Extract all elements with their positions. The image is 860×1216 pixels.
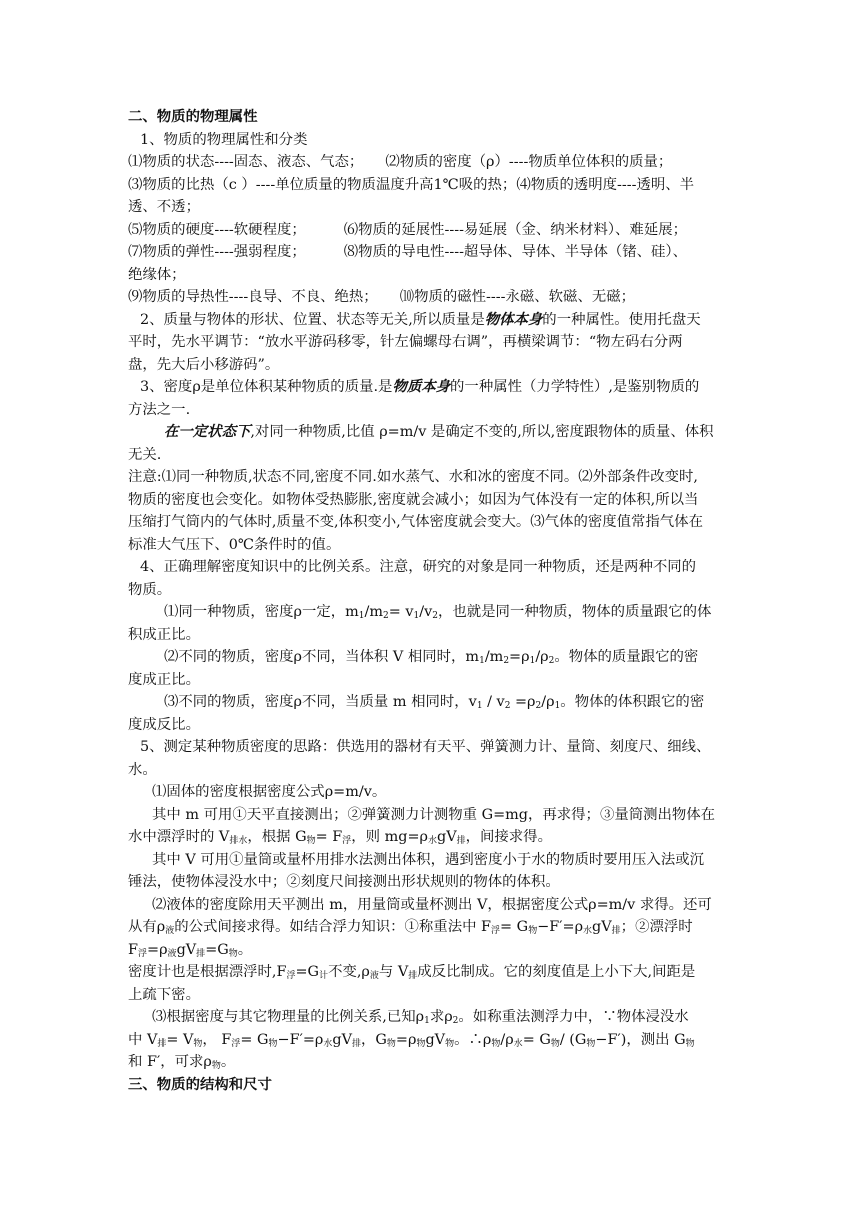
subscript: 水	[513, 1038, 523, 1049]
property-line-5	[128, 286, 732, 309]
subscript: 浮	[231, 1038, 241, 1049]
subscript: 物	[306, 836, 316, 846]
subscript: 1	[529, 656, 536, 666]
text-run: 求ρ	[429, 1009, 453, 1025]
subscript: 2	[383, 611, 389, 621]
liquid-density-line-3	[128, 939, 732, 962]
subscript: 浮	[342, 836, 352, 846]
paragraph-5-line-2: 水。	[128, 761, 157, 778]
section-heading-2: 二、物质的物理属性	[128, 108, 258, 125]
ratio-line-1	[128, 601, 732, 624]
text-run: ；②漂浮时	[620, 919, 693, 935]
text-run: 密度计也是根据漂浮时,F	[128, 964, 287, 980]
subheading-1: 1、物质的物理属性和分类	[140, 131, 308, 148]
subscript: 2	[504, 701, 511, 711]
subscript: 水	[427, 836, 437, 846]
text-run: 物体本身	[484, 310, 543, 328]
subscript: 物	[228, 948, 238, 959]
text-run: / (G	[559, 1031, 587, 1048]
text-run: 与 V	[378, 964, 409, 980]
text-run: ⑺物质的弹性----强弱程度；	[128, 244, 306, 260]
solid-density-line: ⑴固体的密度根据密度公式ρ=m/v。	[152, 784, 387, 800]
text-run: ，则 mg=ρ	[351, 829, 428, 845]
text-run: −F′=ρ	[277, 1031, 324, 1048]
text-run: 和 F′，可求ρ	[128, 1054, 212, 1070]
text-run: ，间接求得。	[465, 829, 552, 845]
text-run: ,对同一种物质,比值 ρ=m/v 是确定不变的,所以,密度跟物体的质量、体积	[250, 424, 714, 440]
subscript: 1	[424, 1016, 430, 1026]
text-run: = G	[522, 1031, 551, 1048]
text-run: ⑵物质的密度（ρ）----物质单位体积的质量；	[385, 154, 673, 170]
text-run: /ρ	[500, 1031, 514, 1048]
ratio-line-3-cont: 度成反比。	[128, 716, 200, 733]
text-run: 。如称重法测浮力中，∵物体浸没水	[458, 1009, 689, 1025]
text-run: =G	[205, 941, 229, 958]
subscript: 2	[452, 1016, 459, 1026]
ratio-line-1-cont: 积成正比。	[128, 626, 200, 643]
subscript: 水	[583, 926, 593, 936]
subscript: 排	[408, 971, 418, 981]
text-run: ⑹物质的延展性----易延展（金、纳米材料）、难延展；	[343, 221, 687, 238]
text-run: gV	[592, 919, 612, 935]
text-run: =ρ	[509, 649, 530, 665]
subscript: 物	[445, 1038, 455, 1049]
property-line-4-cont: 绝缘体；	[128, 266, 186, 283]
subscript: 物	[416, 1038, 426, 1049]
paragraph-2-line-1	[128, 309, 732, 332]
text-run: =ρ	[395, 1031, 417, 1048]
ratio-line-2-cont: 度成正比。	[128, 671, 200, 688]
text-run: /m	[364, 604, 384, 620]
text-run: =ρ	[510, 694, 536, 710]
document-page	[128, 106, 732, 1096]
property-line-3	[128, 219, 732, 242]
section-heading-3: 三、物质的结构和尺寸	[128, 1075, 272, 1093]
ratio-line-3	[128, 691, 732, 714]
text-run: ，G	[361, 1031, 387, 1048]
subscript: 物	[211, 1061, 221, 1071]
text-run: = V	[166, 1031, 194, 1048]
text-run: gV	[332, 1031, 352, 1048]
text-run: gV	[425, 1031, 446, 1048]
note-line-2: 物质的密度也会变化。如物体受热膨胀,密度就会减小；如因为气体没有一定的体积,所以当	[128, 491, 699, 508]
text-run: 不变,ρ	[328, 964, 370, 980]
text-run: ⑻物质的导电性----超导体、导体、半导体（锗、硅）、	[343, 244, 687, 260]
ratio-line-2	[128, 646, 732, 669]
text-run: −F′=ρ	[537, 919, 584, 935]
subscript: 浮	[491, 926, 501, 936]
subscript: 物	[586, 1038, 596, 1049]
subscript: 排	[157, 1038, 167, 1049]
subscript: 液	[165, 926, 175, 936]
text-run: F	[128, 941, 138, 958]
text-run: ⑸物质的硬度----软硬程度；	[128, 221, 306, 238]
text-run: ⑶根据密度与其它物理量的比例关系,已知ρ	[152, 1009, 425, 1025]
text-run: 的公式间接求得。如结合浮力知识：①称重法中 F	[174, 919, 492, 935]
subscript: 1	[479, 656, 485, 666]
text-run: ⑴同一种物质，密度ρ一定，m	[164, 604, 359, 620]
text-run: =ρ	[147, 941, 168, 958]
text-run: /ρ	[535, 649, 549, 665]
text-run: ⑼物质的导热性----良导、不良、绝热；	[128, 289, 378, 305]
property-line-2-cont: 透、不透；	[128, 199, 200, 215]
subscript: 物	[268, 1038, 278, 1049]
subscript: 1	[413, 611, 420, 621]
subscript: 水	[323, 1038, 333, 1049]
paragraph-5-line-1: 5、测定某种物质密度的思路：供选用的器材有天平、弹簧测力计、量筒、刻度尺、细线、	[140, 739, 711, 755]
hydrometer-line-1	[128, 961, 732, 984]
ratio-method-line-1	[128, 1006, 732, 1029]
text-run: 。	[220, 1054, 236, 1070]
paragraph-3-line-4: 无关.	[128, 446, 162, 463]
text-run: = G	[240, 1031, 269, 1048]
subscript: 液	[167, 948, 177, 959]
note-line-4: 标准大气压下、0℃条件时的值。	[128, 536, 341, 553]
subscript: 物	[386, 1038, 396, 1049]
ratio-method-line-2	[128, 1029, 732, 1052]
subscript: 2	[503, 656, 510, 666]
text-run: 。∴ρ	[454, 1031, 492, 1048]
subscript: 浮	[286, 971, 296, 981]
liquid-density-line-1: ⑵液体的密度除用天平测出 m，用量筒或量杯测出 V，根据密度公式ρ=m/v 求得。还可	[152, 896, 712, 913]
mass-method-line-1: 其中 m 可用①天平直接测出；②弹簧测力计测物重 G=mg，再求得；③量筒测出物体在	[152, 806, 716, 823]
text-run: 。	[237, 941, 253, 958]
text-run: /v	[419, 604, 433, 620]
subscript: 物	[528, 926, 538, 936]
text-run: −F′)，测出 G	[595, 1031, 686, 1048]
text-run: 中 V	[128, 1031, 158, 1048]
text-run: = G	[500, 919, 529, 935]
subscript: 计	[319, 971, 329, 981]
paragraph-2-line-2: 平时，先水平调节：“放水平游码移零，针左偏螺母右调”，再横梁调节：“物左码右分两	[128, 334, 683, 350]
paragraph-4-line-1: 4、正确理解密度知识中的比例关系。注意，研究的对象是同一种物质，还是两种不同的	[140, 559, 697, 575]
subscript: 物	[193, 1038, 203, 1049]
paragraph-3-line-2: 方法之一.	[128, 401, 191, 418]
paragraph-2-line-3: 盘，先大后小移游码”。	[128, 356, 280, 373]
text-run: ⑴物质的状态----固态、液态、气态；	[128, 154, 364, 170]
subscript: 液	[369, 971, 379, 981]
subscript: 排	[352, 1038, 362, 1049]
subscript: 物	[550, 1038, 560, 1049]
subscript: 1	[554, 701, 561, 711]
property-line-4	[128, 241, 732, 264]
subscript: 排	[196, 948, 206, 959]
text-run: ，根据 G	[247, 829, 307, 845]
subscript: 物	[491, 1038, 501, 1049]
volume-method-line-2: 锤法，使物体浸没水中；②刻度尺间接测出形状规则的物体的体积。	[128, 874, 560, 890]
text-run: 。物体的体积跟它的密	[560, 694, 705, 710]
ratio-method-line-3	[128, 1051, 732, 1074]
text-run: 。物体的质量跟它的密	[554, 649, 699, 665]
text-run: /ρ	[541, 694, 555, 710]
text-run: =G	[295, 964, 320, 980]
text-run: 物质本身	[392, 378, 451, 395]
subscript: 排	[611, 926, 621, 936]
text-run: 2、质量与物体的形状、位置、状态等无关,所以质量是	[140, 311, 485, 328]
text-run: gV	[176, 941, 197, 958]
text-run: ， F	[202, 1031, 232, 1048]
subscript: 1	[358, 611, 365, 621]
text-run: ⑵不同的物质，密度ρ不同，当体积 V 相同时，m	[164, 649, 480, 665]
subscript: 1	[476, 701, 483, 711]
text-run: /m	[484, 649, 504, 665]
mass-method-line-2	[128, 826, 732, 849]
subscript: 2	[432, 611, 438, 621]
text-run: 3、密度ρ是单位体积某种物质的质量.是	[140, 379, 393, 395]
paragraph-3-line-3	[128, 421, 732, 444]
text-run: gV	[436, 829, 457, 845]
volume-method-line-1: 其中 V 可用①量筒或量杯用排水法测出体积，遇到密度小于水的物质时要用压入法或沉	[152, 851, 704, 868]
hydrometer-line-2: 上疏下密。	[128, 986, 200, 1003]
paragraph-3-line-1	[128, 376, 732, 399]
subscript: 2	[548, 656, 555, 666]
subscript: 物	[685, 1038, 695, 1049]
text-run: ，也就是同一种物质，物体的质量跟它的体	[437, 604, 712, 620]
note-line-1: 注意:⑴同一种物质,状态不同,密度不同.如水蒸气、水和冰的密度不同。⑵外部条件改变时,	[128, 469, 698, 485]
liquid-density-line-2	[128, 916, 732, 939]
property-line-2: ⑶物质的比热（c ）----单位质量的物质温度升高1℃吸的热；⑷物质的透明度----透明、半	[128, 176, 695, 193]
text-run: / v	[482, 694, 505, 710]
text-run: 水中漂浮时的 V	[128, 829, 230, 845]
text-run: 的一种属性（力学特性）,是鉴别物质的	[450, 379, 700, 395]
text-run: 在一定状态下	[164, 423, 251, 440]
property-line-1	[128, 151, 732, 174]
text-run: 从有ρ	[128, 919, 166, 935]
note-line-3: 压缩打气筒内的气体时,质量不变,体积变小,气体密度就会变大。⑶气体的密度值常指气体在	[128, 514, 703, 530]
subscript: 排	[456, 836, 466, 846]
paragraph-4-line-2: 物质。	[128, 581, 172, 598]
subscript: 排水	[229, 836, 248, 846]
subscript: 浮	[138, 948, 148, 959]
text-run: 成反比制成。它的刻度值是上小下大,间距是	[417, 964, 696, 980]
text-run: ⑽物质的磁性----永磁、软磁、无磁；	[399, 289, 636, 305]
text-run: = v	[388, 604, 414, 620]
text-run: ⑶不同的物质，密度ρ不同，当质量 m 相同时，v	[164, 694, 477, 710]
subscript: 2	[535, 701, 542, 711]
text-run: 的一种属性。使用托盘天	[542, 311, 701, 328]
text-run: = F	[315, 829, 343, 845]
